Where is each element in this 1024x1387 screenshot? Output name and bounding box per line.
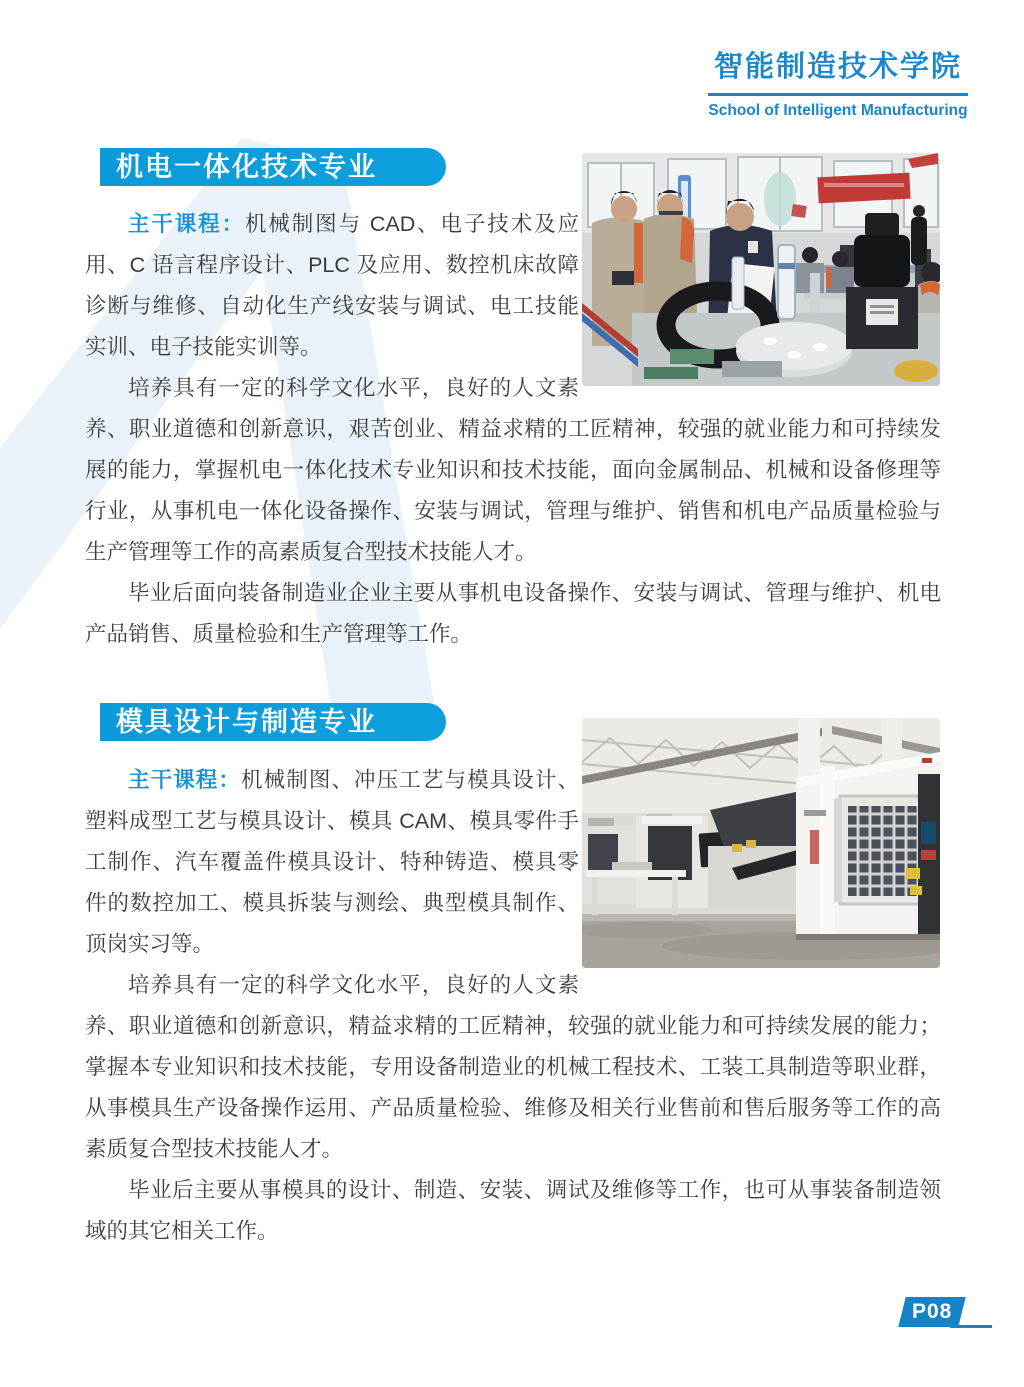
section-title-mechatronics: 机电一体化技术专业: [100, 148, 446, 186]
photo-mechatronics-lab: [582, 153, 940, 386]
photo-mold-workshop: [582, 718, 940, 968]
school-title-zh: 智能制造技术学院: [713, 51, 962, 83]
employment-paragraph: 毕业后面向装备制造业企业主要从事机电设备操作、安装与调试、管理与维护、机电产品销售、质量检验和生产管理等工作。: [85, 581, 941, 646]
page-number-underline: [950, 1325, 992, 1328]
courses-label: 主干课程：: [128, 212, 245, 236]
courses-text: 机械制图、冲压工艺与模具设计、塑料成型工艺与模具设计、模具 CAM、模具零件手工制作、汽车覆盖件模具设计、特种铸造、模具零件的数控加工、模具拆装与测绘、典型模具制作、顶岗实习等。: [85, 768, 579, 956]
training-paragraph: 培养具有一定的科学文化水平，良好的人文素养、职业道德和创新意识，精益求精的工匠精神，较强的就业能力和可持续发展的能力；掌握本专业知识和技术技能，专用设备制造业的机械工程技术、工装工具制造等职业群，从事模具生产设备操作运用、产品质量检验、维修及相关行业售前和售后服务等工作的高素质复合型技术技能人才。: [85, 973, 941, 1161]
school-title-en: School of Intelligent Manufacturing: [708, 102, 968, 119]
section-title-mold: 模具设计与制造专业: [100, 703, 446, 741]
training-paragraph: 培养具有一定的科学文化水平，良好的人文素养、职业道德和创新意识，艰苦创业、精益求精的工匠精神，较强的就业能力和可持续发展的能力，掌握机电一体化技术专业知识和技术技能，面向金属制品、机械和设备修理等行业，从事机电一体化设备操作、安装与调试，管理与维护、销售和机电产品质量检验与生产管理等工作的高素质复合型技术技能人才。: [85, 376, 941, 564]
courses-label: 主干课程：: [128, 768, 242, 792]
page-number: P08: [911, 1300, 953, 1323]
page-number-badge: [898, 1297, 965, 1327]
employment-paragraph: 毕业后主要从事模具的设计、制造、安装、调试及维修等工作，也可从事装备制造领域的其它相关工作。: [85, 1178, 941, 1243]
red-banner: [817, 173, 910, 204]
cnc-machine: [796, 752, 940, 940]
header-divider: [708, 93, 968, 96]
school-header: [706, 44, 970, 120]
courses-text: 机械制图与 CAD、电子技术及应用、C 语言程序设计、PLC 及应用、数控机床故障诊断与维修、自动化生产线安装与调试、电工技能实训、电子技能实训等。: [85, 212, 579, 359]
